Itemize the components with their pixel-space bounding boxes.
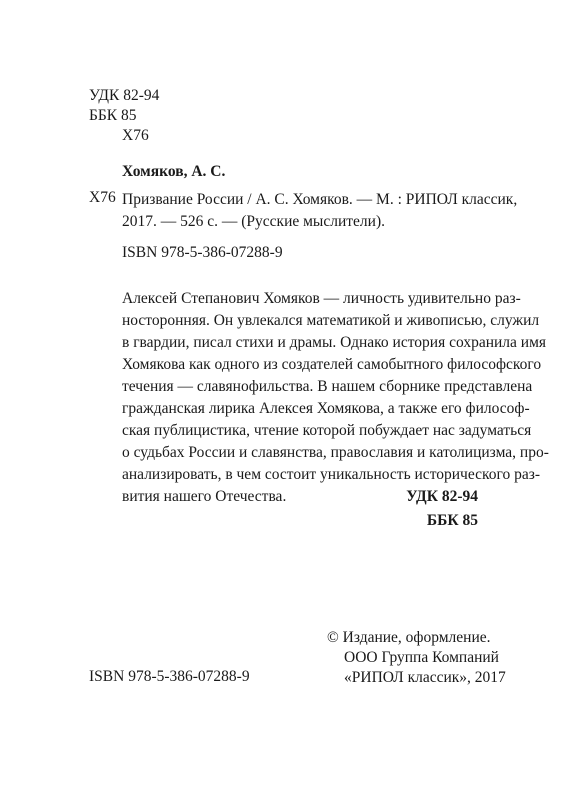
- copyright-line: © Издание, оформление.: [327, 629, 491, 646]
- classification-block-bottom: [406, 485, 478, 533]
- udk-code-bottom: УДК 82-94: [406, 488, 478, 505]
- classification-block-top: [89, 86, 159, 146]
- annotation-line: носторонняя. Он увлекался математикой и живописью, служил: [122, 312, 540, 329]
- bibliographic-description: [122, 189, 517, 233]
- copyright-line: ООО Группа Компаний: [344, 649, 499, 666]
- bib-cutter-code: Х76: [89, 189, 116, 206]
- annotation-line: ская публицистика, чтение которой побуждает нас задуматься: [122, 422, 532, 439]
- annotation-line: в гвардии, писал стихи и драмы. Однако история сохранила имя: [122, 334, 547, 351]
- isbn-bottom: ISBN 978-5-386-07288-9: [89, 668, 250, 685]
- isbn-top: ISBN 978-5-386-07288-9: [122, 244, 283, 261]
- bib-line: 2017. — 526 с. — (Русские мыслители).: [122, 213, 385, 230]
- udk-code: УДК 82-94: [89, 87, 160, 104]
- annotation-line: анализировать, в чем состоит уникальность исторического раз-: [122, 466, 541, 483]
- copyright-line: «РИПОЛ классик», 2017: [344, 669, 506, 686]
- author-heading: Хомяков, А. С.: [122, 163, 226, 180]
- cutter-code: Х76: [122, 127, 149, 144]
- bbk-code-bottom: ББК 85: [426, 512, 478, 529]
- annotation-line: гражданская лирика Алексея Хомякова, а также его философ-: [122, 400, 530, 417]
- annotation-line: Алексей Степанович Хомяков — личность удивительно раз-: [122, 290, 521, 307]
- annotation-line: течения — славянофильства. В нашем сборнике представлена: [122, 378, 533, 395]
- annotation-line: вития нашего Отечества.: [122, 488, 287, 505]
- bbk-code: ББК 85: [89, 107, 137, 124]
- annotation-paragraph: [122, 288, 549, 508]
- annotation-line: Хомякова как одного из создателей самобытного философского: [122, 356, 542, 373]
- bib-line: Призвание России / А. С. Хомяков. — М. : РИПОЛ классик,: [122, 191, 518, 208]
- annotation-line: о судьбах России и славянства, православия и католицизма, про-: [122, 444, 549, 461]
- copyright-block: [327, 628, 506, 688]
